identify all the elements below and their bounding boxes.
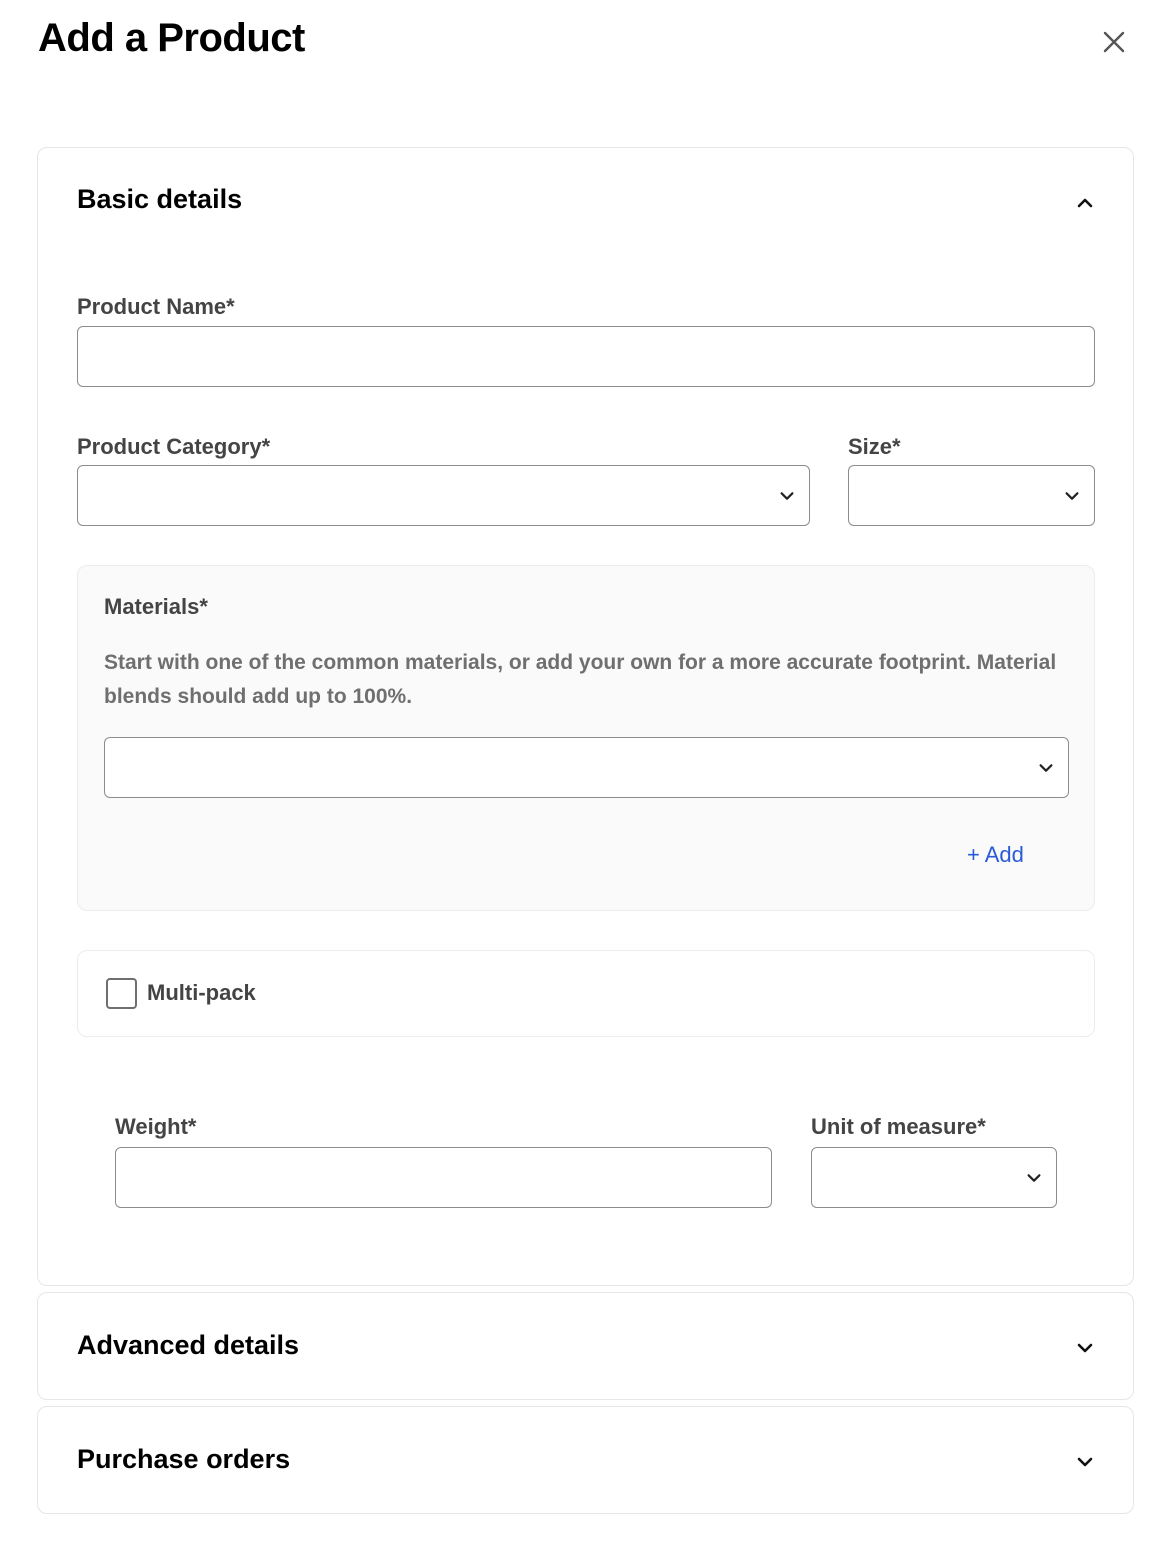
chevron-down-icon <box>777 486 797 506</box>
product-name-label: Product Name* <box>77 294 235 319</box>
size-label: Size* <box>848 434 901 459</box>
materials-select[interactable] <box>104 737 1069 798</box>
advanced-details-title: Advanced details <box>77 1330 300 1360</box>
unit-of-measure-select[interactable] <box>811 1147 1057 1208</box>
unit-of-measure-label: Unit of measure* <box>811 1114 986 1139</box>
chevron-down-icon <box>1062 486 1082 506</box>
product-category-select[interactable] <box>77 465 810 526</box>
close-button[interactable] <box>1096 24 1132 60</box>
size-select[interactable] <box>848 465 1095 526</box>
weight-input[interactable] <box>115 1147 772 1208</box>
multipack-section <box>77 950 1095 1037</box>
materials-label: Materials* <box>104 594 208 619</box>
chevron-down-icon <box>1024 1168 1044 1188</box>
materials-description: Start with one of the common materials, or add your own for a more accurate footprint. Material blends should add up to 100%. <box>104 651 1057 708</box>
chevron-up-icon <box>1075 193 1095 213</box>
weight-label: Weight* <box>115 1114 197 1139</box>
chevron-down-icon <box>1036 758 1056 778</box>
page-title: Add a Product <box>38 16 305 60</box>
advanced-details-panel[interactable] <box>37 1292 1134 1400</box>
basic-details-panel <box>37 147 1134 1286</box>
purchase-orders-title: Purchase orders <box>77 1444 291 1474</box>
chevron-down-icon <box>1075 1452 1095 1472</box>
expand-advanced-details-button[interactable] <box>1072 1335 1098 1361</box>
purchase-orders-panel[interactable] <box>37 1406 1134 1514</box>
materials-section <box>77 565 1095 911</box>
product-name-input[interactable] <box>77 326 1095 387</box>
collapse-basic-details-button[interactable] <box>1072 190 1098 216</box>
multipack-checkbox[interactable] <box>106 978 137 1009</box>
product-category-label: Product Category* <box>77 434 271 459</box>
close-icon <box>1102 30 1126 54</box>
add-material-link[interactable]: + Add <box>967 842 1024 867</box>
multipack-label[interactable]: Multi-pack <box>147 980 256 1005</box>
expand-purchase-orders-button[interactable] <box>1072 1449 1098 1475</box>
basic-details-title: Basic details <box>77 184 243 214</box>
chevron-down-icon <box>1075 1338 1095 1358</box>
